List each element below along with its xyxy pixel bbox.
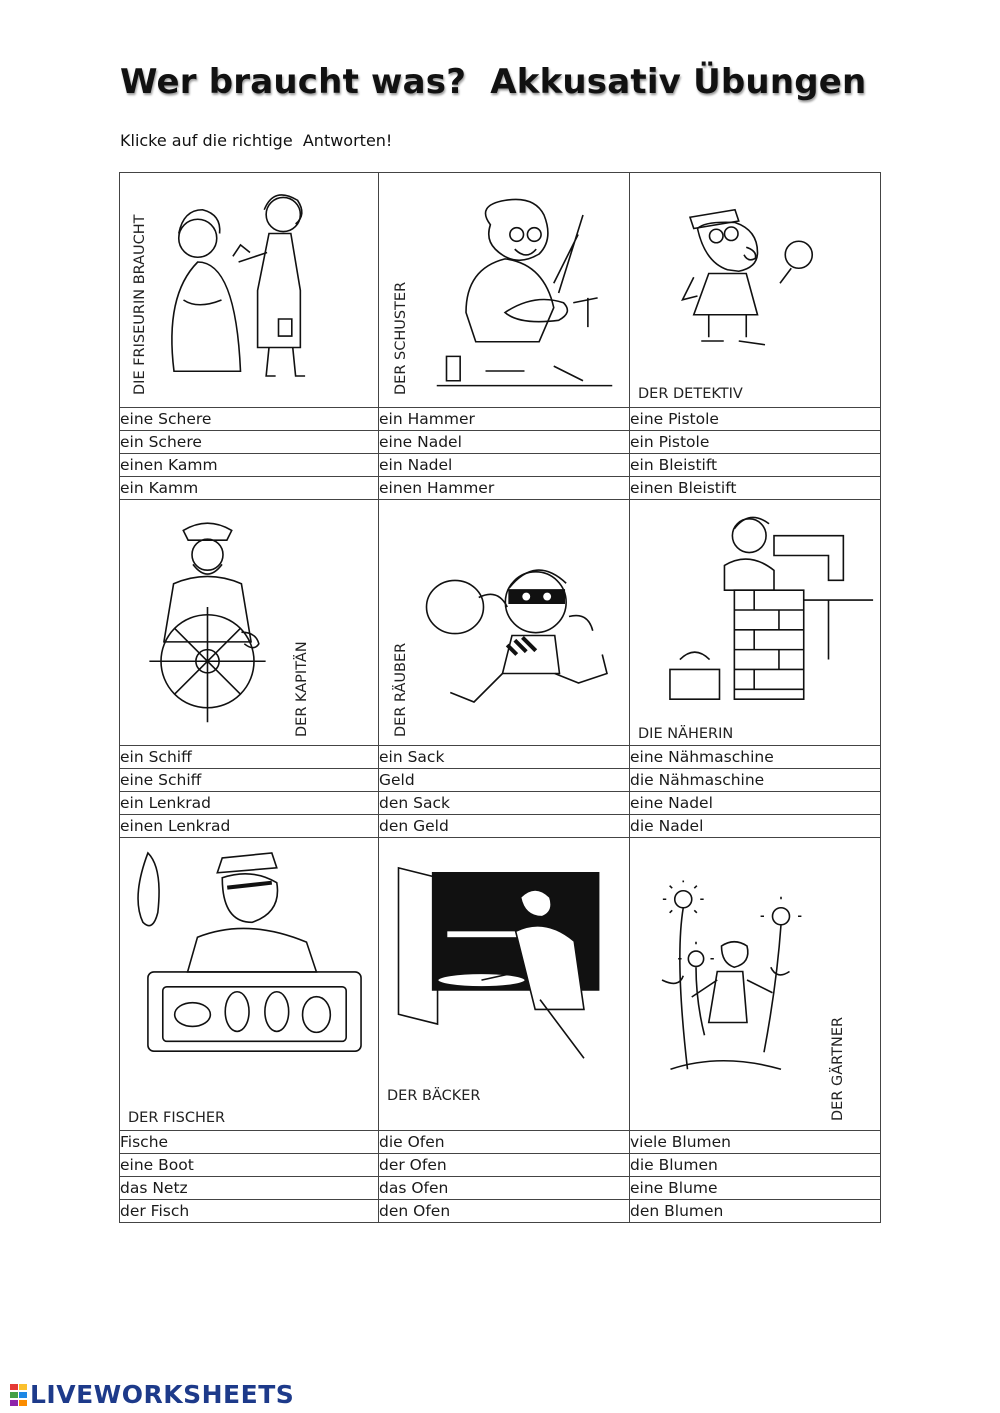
option-item[interactable]: das Netz bbox=[120, 1177, 379, 1200]
footer-logo-text: LIVEWORKSHEETS bbox=[30, 1380, 295, 1409]
option-item[interactable]: eine Schere bbox=[120, 408, 379, 431]
card-label: DIE FRISEURIN BRAUCHT bbox=[132, 214, 148, 395]
card-label: DER SCHUSTER bbox=[393, 281, 409, 395]
option-item[interactable]: der Ofen bbox=[379, 1154, 630, 1177]
option-item[interactable]: eine Schiff bbox=[120, 769, 379, 792]
option-item[interactable]: die Nadel bbox=[630, 815, 881, 838]
card-seamstress-picture bbox=[630, 500, 881, 746]
option-item[interactable]: ein Hammer bbox=[379, 408, 630, 431]
robber-illustration-icon bbox=[414, 550, 629, 740]
option-item[interactable]: ein Bleistift bbox=[630, 454, 881, 477]
option-item[interactable]: die Ofen bbox=[379, 1131, 630, 1154]
option-item[interactable]: ein Sack bbox=[379, 746, 630, 769]
card-robber-picture bbox=[379, 500, 630, 746]
option-item[interactable]: einen Kamm bbox=[120, 454, 379, 477]
option-item[interactable]: den Ofen bbox=[379, 1200, 630, 1223]
option-item[interactable]: viele Blumen bbox=[630, 1131, 881, 1154]
footer-logo bbox=[10, 1380, 294, 1409]
option-item[interactable]: den Geld bbox=[379, 815, 630, 838]
seamstress-illustration-icon bbox=[665, 510, 881, 710]
option-item[interactable]: das Ofen bbox=[379, 1177, 630, 1200]
option-item[interactable]: Geld bbox=[379, 769, 630, 792]
option-item[interactable]: ein Nadel bbox=[379, 454, 630, 477]
option-item[interactable]: den Sack bbox=[379, 792, 630, 815]
card-gardener-picture bbox=[630, 838, 881, 1131]
option-item[interactable]: Fische bbox=[120, 1131, 379, 1154]
page-title: Wer braucht was? Akkusativ Übungen bbox=[120, 62, 867, 102]
option-item[interactable]: ein Lenkrad bbox=[120, 792, 379, 815]
option-item[interactable]: die Nähmaschine bbox=[630, 769, 881, 792]
option-item[interactable]: einen Lenkrad bbox=[120, 815, 379, 838]
hairdresser-illustration-icon bbox=[155, 183, 345, 398]
shoemaker-illustration-icon bbox=[427, 193, 622, 393]
option-item[interactable]: der Fisch bbox=[120, 1200, 379, 1223]
fisherman-illustration-icon bbox=[128, 848, 376, 1076]
option-item[interactable]: eine Pistole bbox=[630, 408, 881, 431]
option-item[interactable]: eine Blume bbox=[630, 1177, 881, 1200]
baker-illustration-icon bbox=[391, 863, 611, 1068]
option-item[interactable]: einen Bleistift bbox=[630, 477, 881, 500]
liveworksheets-logo-icon bbox=[10, 1384, 28, 1406]
card-fisherman-picture bbox=[120, 838, 379, 1131]
detective-illustration-icon bbox=[675, 177, 825, 385]
card-label: DER FISCHER bbox=[128, 1110, 226, 1126]
option-item[interactable]: eine Nadel bbox=[379, 431, 630, 454]
option-item[interactable]: einen Hammer bbox=[379, 477, 630, 500]
option-item[interactable]: eine Nadel bbox=[630, 792, 881, 815]
card-shoemaker-picture bbox=[379, 173, 630, 408]
option-item[interactable]: ein Schiff bbox=[120, 746, 379, 769]
option-item[interactable]: eine Nähmaschine bbox=[630, 746, 881, 769]
captain-illustration-icon bbox=[130, 510, 285, 735]
card-label: DER KAPITÄN bbox=[294, 641, 310, 737]
card-hairdresser-picture bbox=[120, 173, 379, 408]
option-item[interactable]: den Blumen bbox=[630, 1200, 881, 1223]
card-baker-picture bbox=[379, 838, 630, 1131]
gardener-illustration-icon bbox=[645, 850, 815, 1110]
card-label: DER GÄRTNER bbox=[830, 1016, 846, 1121]
card-detective-picture bbox=[630, 173, 881, 408]
card-label: DIE NÄHERIN bbox=[638, 726, 734, 742]
option-item[interactable]: ein Kamm bbox=[120, 477, 379, 500]
card-label: DER BÄCKER bbox=[387, 1088, 481, 1104]
card-captain-picture bbox=[120, 500, 379, 746]
exercise-table bbox=[119, 172, 881, 1223]
option-item[interactable]: ein Pistole bbox=[630, 431, 881, 454]
card-label: DER DETEKTIV bbox=[638, 386, 743, 402]
instruction-text: Klicke auf die richtige Antworten! bbox=[120, 131, 393, 150]
option-item[interactable]: ein Schere bbox=[120, 431, 379, 454]
card-label: DER RÄUBER bbox=[393, 642, 409, 737]
option-item[interactable]: eine Boot bbox=[120, 1154, 379, 1177]
option-item[interactable]: die Blumen bbox=[630, 1154, 881, 1177]
